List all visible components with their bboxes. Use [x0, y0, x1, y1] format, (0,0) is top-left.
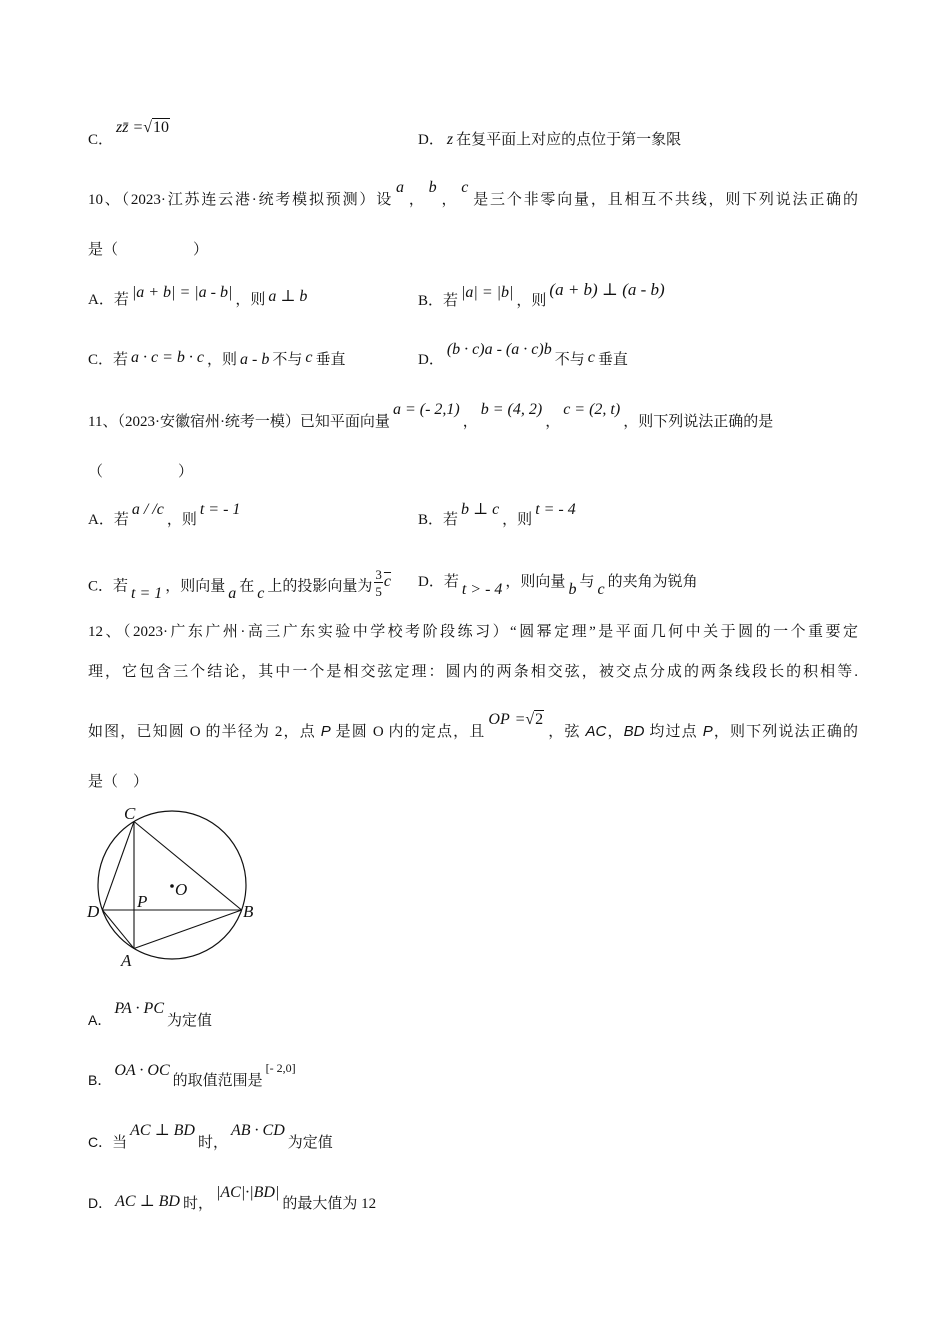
option-text: 当: [112, 1135, 128, 1151]
q12-option-d: [88, 1184, 377, 1214]
option-label: B．若: [418, 512, 459, 528]
circle-chords-figure: [80, 800, 270, 975]
segment-ab: [134, 910, 242, 949]
fraction: [374, 568, 383, 598]
center-dot: [170, 884, 174, 888]
option-text: 在: [239, 578, 255, 595]
q12-stem-line2: [88, 662, 858, 682]
option-text: 的取值范围是: [172, 1073, 263, 1089]
math-condition: |a + b| = |a - b|: [131, 284, 233, 301]
q10-option-d: [418, 341, 628, 370]
option-label: D．: [418, 352, 444, 368]
point-p: P: [320, 723, 331, 740]
option-label: C．若: [88, 578, 129, 595]
math-variable: z: [446, 131, 454, 148]
math-expression: [116, 119, 170, 136]
math-condition: a / /c: [131, 501, 164, 518]
option-label: C．若: [88, 352, 129, 368]
option-label: A．: [88, 1012, 112, 1028]
separator: ，: [462, 414, 478, 430]
math-expression: |AC|·|BD|: [215, 1184, 280, 1201]
q10-stem: [88, 179, 858, 210]
q10-option-a: [88, 284, 310, 310]
q12-stem-line4: [88, 772, 148, 792]
option-text: 在复平面上对应的点位于第一象限: [456, 132, 682, 148]
stem-text: ，则下列说法正确的: [712, 724, 858, 740]
option-text: 不与: [554, 352, 585, 368]
stem-text: 11、（2023·安徽宿州·统考一模）已知平面向量: [88, 414, 390, 430]
radicand: 10: [153, 119, 170, 136]
q10-stem-line2: [88, 240, 208, 260]
math-condition: AC ⊥ BD: [130, 1122, 195, 1139]
label-d: D: [87, 902, 100, 921]
option-text: 时，: [182, 1196, 213, 1212]
chord-ac: AC: [585, 723, 607, 740]
vector-b: b: [568, 581, 577, 598]
option-text: 的夹角为锐角: [607, 574, 698, 590]
vector-c: c: [257, 585, 265, 603]
point-p: P: [702, 723, 713, 740]
math-conclusion: t = - 4: [535, 501, 576, 518]
option-label: B．若: [418, 293, 459, 309]
label-p: P: [137, 892, 148, 911]
vector-b-definition: b = (4, 2): [480, 401, 543, 418]
vector-a: a: [228, 585, 237, 603]
value-range: [- 2,0]: [265, 1061, 296, 1075]
fraction-denominator: 5: [375, 584, 382, 599]
math-expression: (b · c)a - (a · c)b: [446, 341, 552, 358]
option-text: 为定值: [287, 1135, 333, 1151]
option-label: C．: [88, 132, 114, 148]
math-condition: t > - 4: [461, 581, 503, 598]
q11-option-b: [418, 501, 579, 530]
stem-text: 10、（2023·江苏连云港·统考模拟预测）设: [88, 192, 394, 208]
answer-bracket: 是（ ）: [88, 242, 209, 258]
option-label: A．若: [88, 512, 129, 528]
stem-text: 是圆 O 内的定点，且: [330, 724, 486, 740]
label-a: A: [121, 951, 132, 970]
option-text: 的最大值为 12: [282, 1196, 377, 1212]
separator: ，: [407, 192, 426, 208]
math-conclusion: a ⊥ b: [268, 288, 308, 305]
option-text: 垂直: [315, 352, 346, 368]
option-label: D．: [418, 132, 444, 148]
option-text: 不与: [272, 352, 303, 368]
vector-a-definition: a = (- 2,1): [392, 401, 460, 418]
option-label: C．: [88, 1134, 113, 1150]
radical-sign: √: [143, 119, 153, 136]
label-b: B: [243, 902, 254, 921]
q12-option-b: [88, 1061, 299, 1091]
stem-text: 是三个非零向量，且相互不共线，则下列说法正确的: [471, 192, 858, 208]
vector-c: c: [305, 349, 313, 366]
option-label: A．若: [88, 292, 129, 308]
radicand: 2: [535, 711, 544, 728]
option-text: ，则: [516, 293, 547, 309]
answer-bracket: 是（ ）: [88, 774, 149, 790]
math-lhs: OP =: [488, 711, 526, 728]
option-text: ，则: [235, 292, 266, 308]
vector-c: $\overline{c}$: [383, 573, 392, 591]
stem-text: 均过点: [644, 724, 703, 740]
q12-option-a: [88, 1000, 212, 1031]
q9-option-d: [418, 130, 681, 150]
radical-sign: √: [525, 711, 535, 728]
option-text: 为定值: [166, 1013, 212, 1029]
math-expression: a - b: [240, 351, 270, 368]
math-conclusion: (a + b) ⊥ (a - b): [549, 280, 665, 299]
option-text: ，则向量: [165, 578, 226, 595]
label-c: C: [124, 804, 136, 823]
stem-text: ，弦: [547, 724, 586, 740]
stem-text: ，则下列说法正确的是: [623, 414, 774, 430]
option-label: B．: [88, 1072, 112, 1088]
q12-stem-line1: [88, 622, 858, 642]
q11-option-a: [88, 501, 243, 530]
vector-c: c: [587, 349, 595, 366]
math-condition: AC ⊥ BD: [115, 1193, 180, 1210]
option-text: 与: [579, 574, 595, 590]
math-conclusion: t = - 1: [199, 501, 241, 518]
math-lhs: zz̄ =: [116, 119, 144, 136]
q10-option-c: [88, 350, 346, 370]
q9-option-c: [88, 119, 173, 150]
option-text: ，则: [502, 512, 533, 528]
q10-option-b: [418, 280, 668, 311]
vector-a: a: [396, 179, 405, 196]
separator: ，: [439, 192, 459, 208]
option-text: ，则: [166, 512, 197, 528]
stem-text: 如图，已知圆 O 的半径为 2，点: [88, 724, 321, 740]
math-expression: OA · OC: [114, 1062, 170, 1079]
chord-bd: BD: [623, 723, 645, 740]
q12-stem-line3: [88, 711, 858, 742]
math-condition: a · c = b · c: [131, 349, 205, 366]
fraction-numerator: 3: [375, 567, 382, 582]
option-text: ，则: [207, 352, 238, 368]
vector-c: c: [461, 179, 469, 196]
option-text: ，则向量: [505, 574, 566, 590]
separator: ，: [545, 414, 561, 430]
stem-text: 理，它包含三个结论，其中一个是相交弦定理：圆内的两条相交弦，被交点分成的两条线段长的积相等.: [88, 664, 858, 680]
segment-cb: [134, 822, 242, 911]
stem-text: ，: [606, 724, 624, 740]
vector-c-definition: c = (2, t): [563, 401, 621, 418]
option-text: 时，: [197, 1135, 228, 1151]
option-text: 上的投影向量为: [267, 578, 373, 595]
vector-b: b: [428, 179, 437, 196]
option-text: 垂直: [597, 352, 628, 368]
vector-c: c: [597, 581, 605, 598]
stem-text: 12、（2023·广东广州·高三广东实验中学校考阶段练习）“圆幂定理”是平面几何中关于圆的一个重要定: [88, 624, 858, 640]
math-expression: PA · PC: [114, 1000, 164, 1017]
option-label: D．若: [418, 574, 459, 590]
q11-stem: [88, 401, 774, 432]
q12-option-c: [88, 1122, 333, 1153]
answer-bracket: （ ）: [88, 464, 194, 480]
option-label: D．: [88, 1195, 113, 1211]
label-o: O: [175, 880, 188, 899]
math-expression: [488, 711, 544, 728]
q11-option-d: [418, 572, 698, 598]
q11-stem-line2: [88, 462, 193, 482]
math-condition: b ⊥ c: [461, 501, 500, 518]
math-expression: AB · CD: [230, 1122, 285, 1139]
segment-da: [102, 910, 134, 949]
q11-option-c: [88, 567, 394, 603]
math-condition: |a| = |b|: [461, 284, 514, 301]
math-condition: t = 1: [131, 585, 163, 603]
